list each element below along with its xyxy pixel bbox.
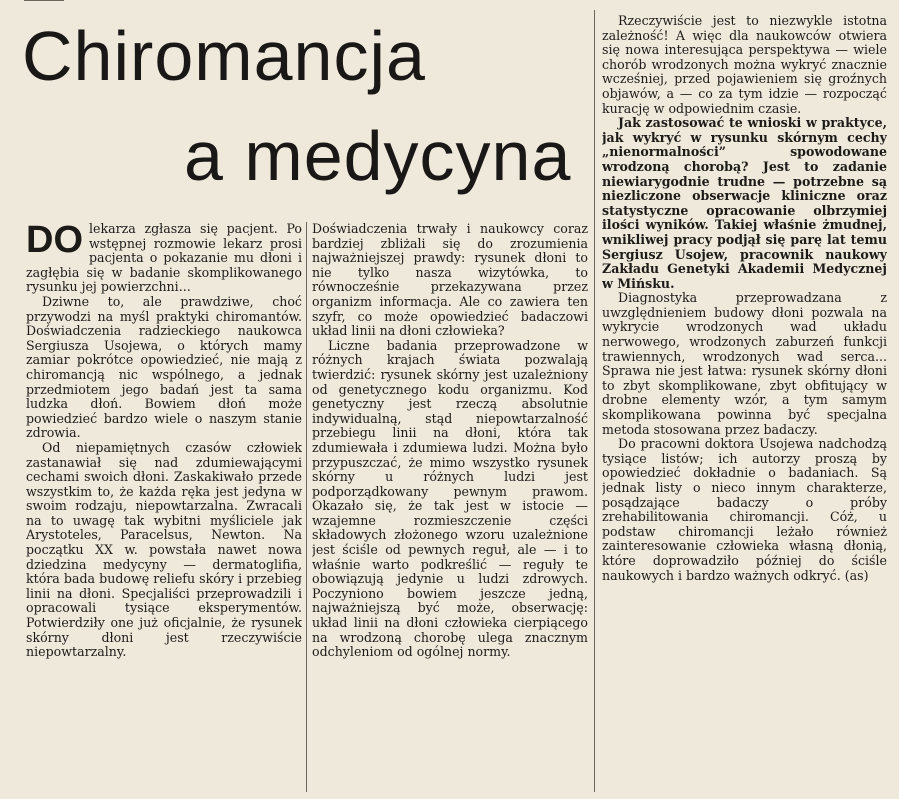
top-rule <box>24 0 64 1</box>
paragraph-text: lekarza zgłasza się pacjent. Po wstępnej rozmowie lekarz prosi pacjenta o pokazanie mu dłoni i zagłębia się w badanie skomplikowanego rysunku jej powierzchni... <box>26 222 302 295</box>
column-divider-2 <box>594 10 595 792</box>
headline-line-1: Chiromancja <box>22 17 426 95</box>
paragraph: Liczne badania przeprowadzone w różnych krajach świata pozwalają twierdzić: rysunek skórny jest uzależniony od genetycznego kodu organizmu. Kod genetyczny jest rzeczą absolutnie indywidualną, stąd niepowtarzalność przebiegu linii na dłoni, która tak zdumiewała i zdumiewa ludzi. Można było przypuszczać, że mimo wszystko rysunek skórny u różnych ludzi jest podporządkowany pewnym prawom. Okazało się, że tak jest w istocie — wzajemne rozmieszczenie części składowych złożonego wzoru uzależnione jest ściśle od pewnych reguł, ale — i to właśnie warto podkreślić — reguły te obowiązują jedynie u ludzi zdrowych. Poczyniono bowiem jeszcze jedną, najważniejszą być może, obserwację: układ linii na dłoni człowieka cierpiącego na wrodzoną chorobę ulega znacznym odchyleniom od ogólnej normy. <box>312 337 588 660</box>
paragraph: Diagnostyka przeprowadzana z uwzględnieniem budowy dłoni pozwala na wykrycie wrodzonych wad układu nerwowego, wrodzonych zaburzeń funkcji trawiennych, wrodzonych wad serca... Sprawa nie jest łatwa: rysunek skórny dłoni to zbyt skomplikowane, zbyt obfitujący w drobne elementy wzór, a tym samym skomplikowana powinna być specjalna metoda stosowana przez badaczy. <box>602 290 887 437</box>
dropcap: DO <box>26 222 83 261</box>
headline-line-2: a medycyna <box>184 117 572 195</box>
paragraph: Rzeczywiście jest to niezwykle istotna zależność! A więc dla naukowców otwiera się nowa interesująca perspektywa — wiele chorób wrodzonych można wykryć znacznie wcześniej, przed pojawieniem się groźnych objawów, a — co za tym idzie — rozpocząć kurację w odpowiednim czasie. <box>602 14 887 116</box>
article-column-1 <box>26 222 302 796</box>
paragraph <box>26 222 302 295</box>
article-column-2 <box>312 222 588 796</box>
paragraph: Doświadczenia trwały i naukowcy coraz bardziej zbliżali się do zrozumienia najważniejszej prawdy: rysunek dłoni to nie tylko nasza wizytówka, to równocześnie przekazywana przez organizm informacja. Ale co zawiera ten szyfr, co może opowiedzieć badaczowi układ linii na dłoni człowieka? <box>312 222 588 339</box>
paragraph: Do pracowni doktora Usojewa nadchodzą tysiące listów; ich autorzy proszą by opowiedzieć dokładnie o badaniach. Są jednak listy o nieco innym charakterze, posądzające badaczy o próby zrehabilitowania chiromancji. Cóż, u podstaw chiromancji leżało również zainteresowanie człowieka własną dłonią, które doprowadziło później do ściśle naukowych i bardzo ważnych odkryć. (as) <box>602 436 887 583</box>
column-divider-1 <box>306 222 307 792</box>
article-column-3 <box>602 14 887 796</box>
paragraph: Jak zastosować te wnioski w praktyce, jak wykryć w rysunku skórnym cechy „nienormalności” spowodowane wrodzoną chorobą? Jest to zadanie niewiarygodnie trudne — potrzebne są niezliczone obserwacje kliniczne oraz statystyczne opracowanie olbrzymiej ilości wyników. Takiej właśnie żmudnej, wnikliwej pracy podjął się parę lat temu Sergiusz Usojew, pracownik naukowy Zakładu Genetyki Akademii Medycznej w Mińsku. <box>602 115 887 291</box>
article-headline <box>22 14 592 204</box>
paragraph: Od niepamiętnych czasów człowiek zastanawiał się nad zdumiewającymi cechami swoich dłoni. Zaskakiwało przede wszystkim to, że każda ręka jest jedyna w swoim rodzaju, niepowtarzalna. Zwracali na to uwagę tak wybitni myśliciele jak Arystoteles, Paracelsus, Newton. Na początku XX w. powstała nawet nowa dziedzina medycyny — dermatoglifia, która bada budowę reliefu skóry i przebieg linii na dłoni. Specjaliści przeprowadzili i opracowali tysiące eksperymentów. Potwierdziły one już oficjalnie, że rysunek skórny dłoni jest rzeczywiście niepowtarzalny. <box>26 439 302 660</box>
paragraph: Dziwne to, ale prawdziwe, choć przywodzi na myśl praktyki chiromantów. Doświadczenia radzieckiego naukowca Sergiusza Usojewa, o których mamy zamiar pokrótce opowiedzieć, nie mają z chiromancją nic wspólnego, a jednak przedmiotem jego badań jest ta sama ludzka dłoń. Bowiem dłoń może powiedzieć bardzo wiele o naszym stanie zdrowia. <box>26 293 302 441</box>
